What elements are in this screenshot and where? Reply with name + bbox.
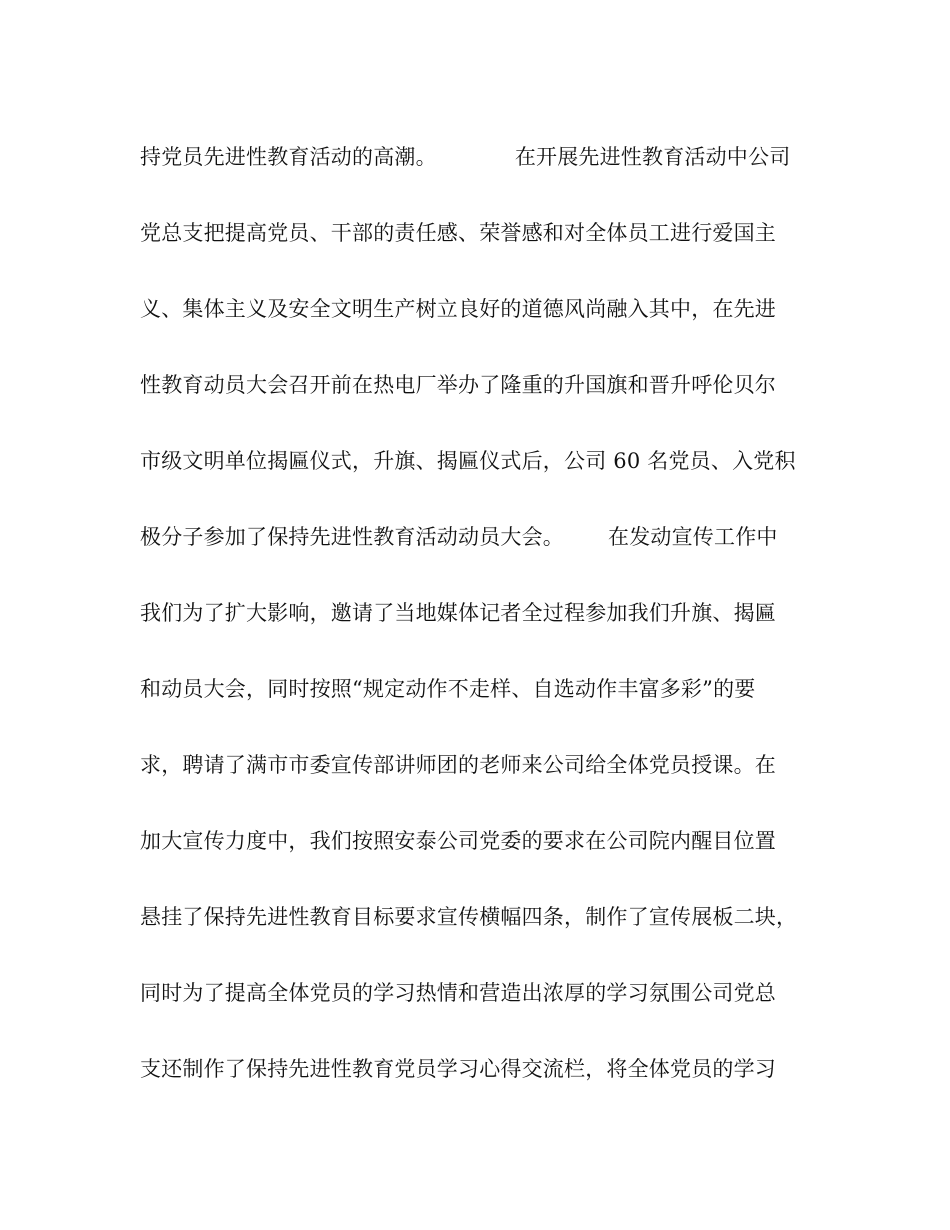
text-segment: 极分子参加了保持先进性教育活动动员大会。 [140, 525, 564, 549]
text-segment: 和动员大会，同时按照“规定动作不走样、自选动作丰富多彩”的要 [140, 677, 756, 701]
text-line-5 [140, 442, 812, 480]
text-line-9 [140, 746, 812, 784]
text-segment: 在发动宣传工作中 [608, 525, 778, 549]
text-line-2 [140, 214, 812, 252]
text-line-7 [140, 594, 812, 632]
text-segment: 同时为了提高全体党员的学习热情和营造出浓厚的学习氛围公司党总 [140, 981, 776, 1005]
text-line-1 [140, 138, 812, 176]
text-segment: 支还制作了保持先进性教育党员学习心得交流栏，将全体党员的学习 [140, 1057, 776, 1081]
text-line-3 [140, 290, 812, 328]
text-segment: 市级文明单位揭匾仪式，升旗、揭匾仪式后，公司 60 名党员、入党积 [140, 449, 796, 473]
text-segment: 性教育动员大会召开前在热电厂举办了隆重的升国旗和晋升呼伦贝尔 [140, 373, 776, 397]
body-text [140, 138, 812, 1126]
text-segment: 持党员先进性教育活动的高潮。 [140, 145, 437, 169]
text-segment: 义、集体主义及安全文明生产树立良好的道德风尚融入其中，在先进 [140, 297, 776, 321]
text-line-6 [140, 518, 812, 556]
text-line-12 [140, 974, 812, 1012]
text-segment: 加大宣传力度中，我们按照安泰公司党委的要求在公司院内醒目位置 [140, 829, 776, 853]
text-segment: 悬挂了保持先进性教育目标要求宣传横幅四条，制作了宣传展板二块， [140, 905, 798, 929]
text-line-13 [140, 1050, 812, 1088]
text-line-10 [140, 822, 812, 860]
text-segment: 求，聘请了满市市委宣传部讲师团的老师来公司给全体党员授课。在 [140, 753, 776, 777]
text-line-11 [140, 898, 812, 936]
text-line-8 [140, 670, 812, 708]
text-segment: 在开展先进性教育活动中公司 [514, 145, 791, 169]
text-segment: 党总支把提高党员、干部的责任感、荣誉感和对全体员工进行爱国主 [140, 221, 776, 245]
text-segment: 我们为了扩大影响，邀请了当地媒体记者全过程参加我们升旗、揭匾 [140, 601, 776, 625]
text-line-4 [140, 366, 812, 404]
